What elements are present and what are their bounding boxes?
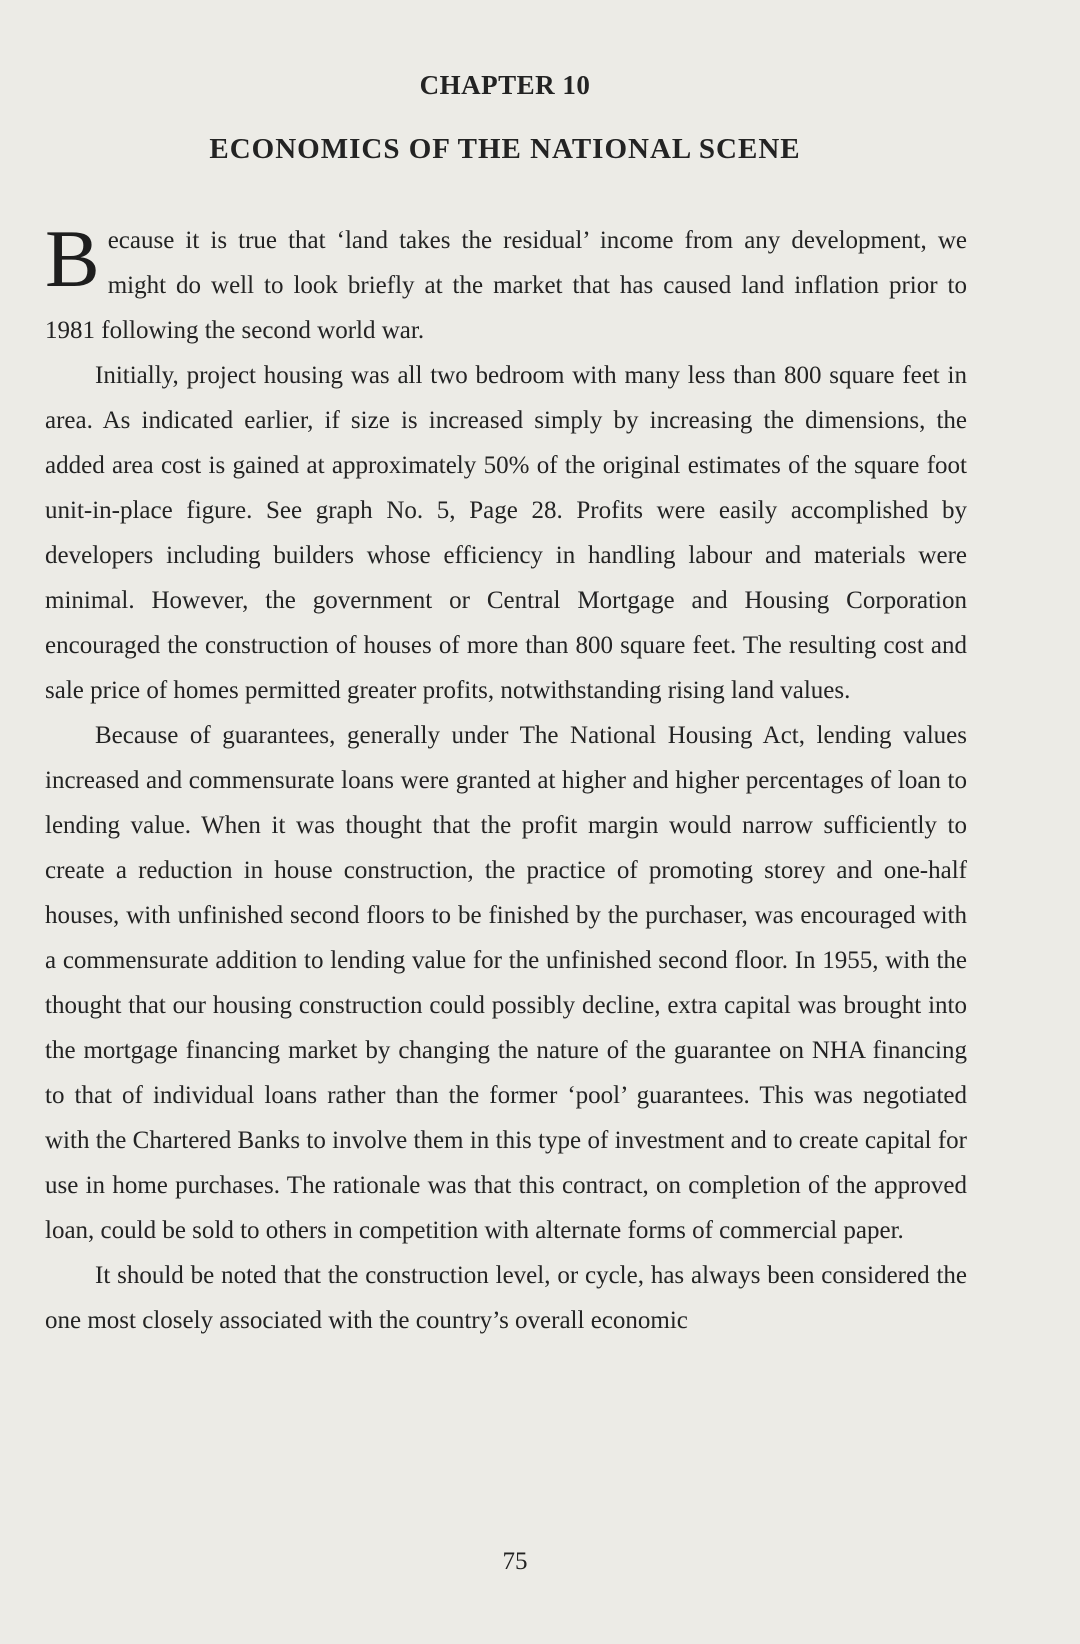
drop-cap: B [45, 213, 100, 304]
body-text [45, 213, 967, 1343]
paragraph-3: Because of guarantees, generally under The National Housing Act, lending values increased and commensurate loans were granted at higher and higher percentages of loan to lending value. When it was thought that the profit margin would narrow sufficiently to create a reduction in house construction, the practice of promoting storey and one-half houses, with unfinished second floors to be finished by the purchaser, was encouraged with a commensurate addition to lending value for the unfinished second floor. In 1955, with the thought that our housing construction could possibly decline, extra capital was brought into the mortgage financing market by changing the nature of the guarantee on NHA financing to that of individual loans rather than the former ‘pool’ guarantees. This was negotiated with the Chartered Banks to involve them in this type of investment and to create capital for use in home purchases. The rationale was that this contract, on completion of the approved loan, could be sold to others in competition with alternate forms of commercial paper. [45, 722, 967, 1244]
paragraph-1-text: ecause it is true that ‘land takes the residual’ income from any development, we might do well to look briefly at the market that has caused land inflation prior to 1981 following the second world war. [45, 227, 967, 344]
paragraph-1 [45, 213, 967, 353]
page-number: 75 [502, 1548, 528, 1575]
paragraph-2: Initially, project housing was all two bedroom with many less than 800 square feet in area. As indicated earlier, if size is increased simply by increasing the dimensions, the added area cost is gained at approximately 50% of the original estimates of the square foot unit-in-place figure. See graph No. 5, Page 28. Profits were easily accomplished by developers including builders whose efficiency in handling labour and materials were minimal. However, the government or Central Mortgage and Housing Corporation encouraged the construction of houses of more than 800 square feet. The resulting cost and sale price of homes permitted greater profits, notwithstanding rising land values. [45, 362, 967, 704]
chapter-label: CHAPTER 10 [419, 70, 591, 100]
chapter-title: ECONOMICS OF THE NATIONAL SCENE [209, 133, 801, 165]
paragraph-4: It should be noted that the construction level, or cycle, has always been considered the one most closely associated with the country’s overall economic [45, 1262, 967, 1334]
